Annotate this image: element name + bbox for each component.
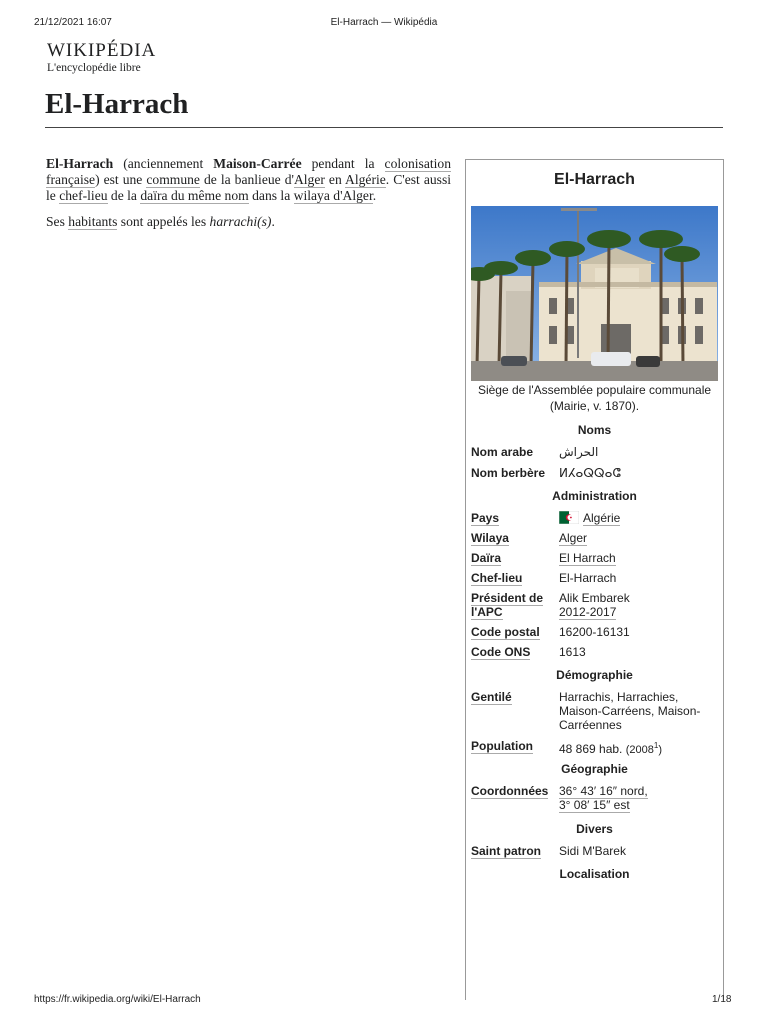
link-commune[interactable]: commune (146, 172, 200, 187)
infobox-title: El-Harrach (554, 171, 635, 188)
value-gentile: Harrachis, Harrachies, Maison-Carréens, Maison-Carréennes (559, 690, 701, 732)
section-geographie: Géographie (561, 762, 628, 776)
value-pays[interactable]: Algérie (559, 511, 717, 525)
wikipedia-logo[interactable] (47, 40, 156, 74)
value-nom-berbere: ⵍⵃⴰⵕⵕⴰⵛ (559, 466, 621, 480)
town-hall-photo[interactable] (471, 206, 718, 381)
label-daira[interactable]: Daïra (471, 551, 502, 565)
demonym: harrachi(s) (209, 214, 272, 229)
link-chef-lieu[interactable]: chef-lieu (59, 188, 108, 203)
photo-caption: Siège de l'Assemblée populaire communale (Mairie, v. 1870). (477, 383, 712, 413)
value-saint-patron: Sidi M'Barek (559, 844, 626, 858)
page-title: El-Harrach (45, 88, 189, 120)
value-wilaya[interactable]: Alger (559, 531, 588, 545)
title-divider (45, 127, 723, 128)
former-name: Maison-Carrée (213, 156, 302, 171)
print-url[interactable]: https://fr.wikipedia.org/wiki/El-Harrach (34, 994, 201, 1005)
link-colonisation[interactable]: colonisation française (46, 156, 451, 187)
value-nom-arabe: الحراش (559, 445, 599, 459)
label-population[interactable]: Population (471, 739, 533, 753)
link-algerie[interactable]: Algérie (345, 172, 386, 187)
link-alger[interactable]: Alger (293, 172, 325, 187)
print-title: El-Harrach — Wikipédia (330, 17, 438, 28)
label-nom-berbere: Nom berbère (471, 466, 546, 480)
section-localisation: Localisation (559, 867, 630, 881)
logo-tagline: L'encyclopédie libre (47, 62, 141, 74)
value-code-postal: 16200-16131 (559, 625, 630, 639)
value-daira[interactable]: El Harrach (559, 551, 616, 565)
link-wilaya-alger[interactable]: wilaya d'Alger (293, 188, 373, 203)
print-page-number: 1/18 (712, 994, 732, 1005)
intro-paragraph-2: Ses habitants sont appelés les harrachi(s). (46, 214, 275, 229)
section-noms: Noms (577, 423, 612, 437)
article-subject: El-Harrach (46, 156, 114, 171)
label-nom-arabe: Nom arabe (471, 445, 534, 459)
town-hall-photo-image (471, 206, 718, 381)
value-president-apc: Alik Embarek 2012-2017 (559, 591, 630, 619)
value-code-ons: 1613 (559, 645, 586, 659)
label-president-apc[interactable]: Président de l'APC (471, 591, 544, 619)
link-daira[interactable]: daïra du même nom (140, 188, 249, 203)
infobox (465, 159, 724, 1000)
section-divers: Divers (576, 822, 613, 836)
section-demographie: Démographie (556, 668, 633, 682)
label-gentile[interactable]: Gentilé (471, 690, 512, 704)
value-coordonnees[interactable]: 36° 43′ 16″ nord, 3° 08′ 15″ est (559, 784, 648, 812)
intro-paragraph-1: El-Harrach (anciennement Maison-Carrée pendant la colonisation française) est une commune de la banlieue d'Alger en Algérie. C'est aussi le chef-lieu de la daïra du même nom dans la wilaya d'Alger. (46, 156, 452, 203)
algeria-flag-icon (559, 511, 579, 524)
value-population: 48 869 hab. (2008$^1$) (559, 741, 663, 756)
label-pays[interactable]: Pays (471, 511, 500, 525)
article-intro (46, 156, 451, 240)
label-saint-patron[interactable]: Saint patron (471, 844, 542, 858)
label-chef-lieu[interactable]: Chef-lieu (471, 571, 523, 585)
section-administration: Administration (552, 489, 637, 503)
label-code-ons[interactable]: Code ONS (471, 645, 531, 659)
link-habitants[interactable]: habitants (68, 214, 118, 229)
ref-1[interactable]: 1 (653, 741, 659, 750)
label-wilaya[interactable]: Wilaya (471, 531, 509, 545)
label-code-postal[interactable]: Code postal (471, 625, 540, 639)
logo-wordmark: WIKIPÉDIA (47, 40, 157, 61)
label-coordonnees[interactable]: Coordonnées (471, 784, 549, 798)
value-chef-lieu: El-Harrach (559, 571, 617, 585)
print-date: 21/12/2021 16:07 (34, 17, 112, 28)
